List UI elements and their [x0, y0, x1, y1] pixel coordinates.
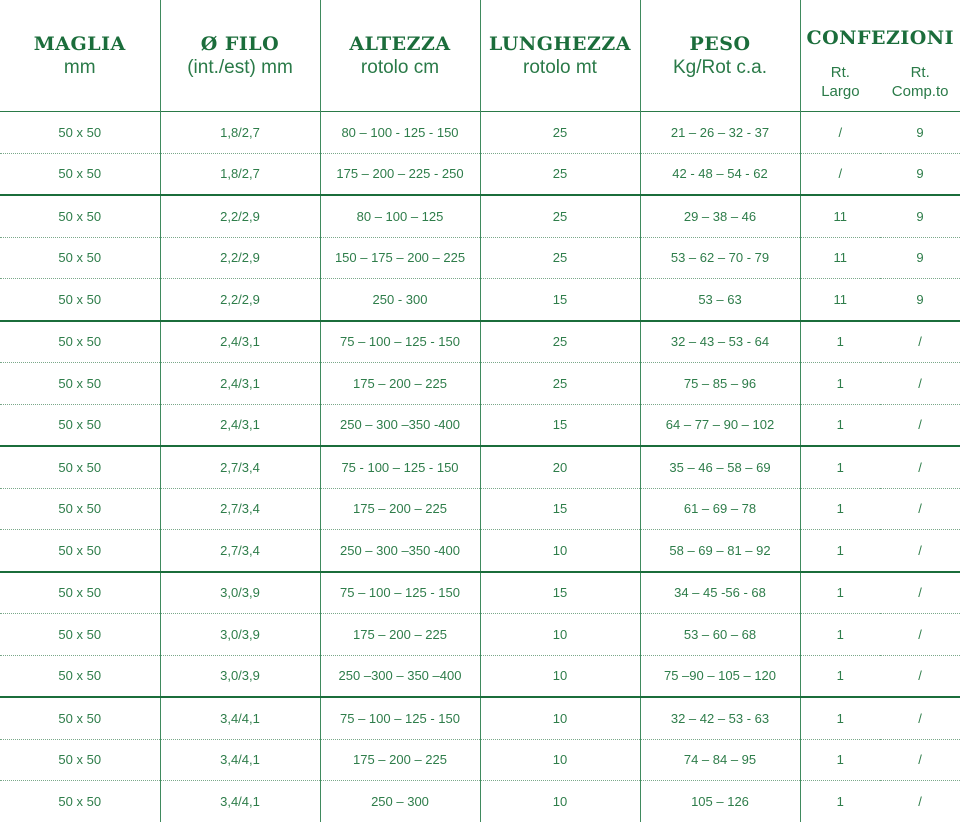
table-row	[0, 153, 960, 195]
cell-maglia: 50 x 50	[0, 781, 160, 822]
cell-peso: 21 – 26 – 32 - 37	[640, 112, 800, 154]
cell-filo: 1,8/2,7	[160, 153, 320, 195]
cell-lunghezza: 10	[480, 655, 640, 697]
cell-rt-compto: 9	[880, 279, 960, 321]
header-peso	[640, 0, 800, 112]
cell-maglia: 50 x 50	[0, 614, 160, 656]
cell-altezza: 175 – 200 – 225	[320, 488, 480, 530]
cell-lunghezza: 10	[480, 697, 640, 739]
cell-filo: 3,0/3,9	[160, 572, 320, 614]
cell-peso: 29 – 38 – 46	[640, 195, 800, 237]
cell-maglia: 50 x 50	[0, 446, 160, 488]
cell-rt-compto: /	[880, 572, 960, 614]
cell-filo: 2,7/3,4	[160, 446, 320, 488]
cell-rt-compto: /	[880, 321, 960, 363]
cell-rt-compto: 9	[880, 112, 960, 154]
cell-filo: 2,4/3,1	[160, 321, 320, 363]
cell-filo: 2,4/3,1	[160, 404, 320, 446]
cell-peso: 58 – 69 – 81 – 92	[640, 530, 800, 572]
cell-rt-compto: /	[880, 697, 960, 739]
table-row	[0, 195, 960, 237]
cell-rt-largo: 1	[800, 488, 880, 530]
cell-rt-largo: 1	[800, 655, 880, 697]
cell-rt-largo: 1	[800, 530, 880, 572]
cell-altezza: 250 – 300	[320, 781, 480, 822]
table-body	[0, 112, 960, 822]
header-rt-compto: Rt. Comp.to	[880, 63, 960, 101]
cell-rt-largo: 1	[800, 404, 880, 446]
cell-lunghezza: 25	[480, 195, 640, 237]
cell-peso: 75 – 85 – 96	[640, 363, 800, 405]
cell-filo: 1,8/2,7	[160, 112, 320, 154]
cell-rt-compto: /	[880, 655, 960, 697]
cell-altezza: 175 – 200 – 225	[320, 363, 480, 405]
cell-rt-largo: /	[800, 153, 880, 195]
cell-rt-compto: /	[880, 363, 960, 405]
cell-lunghezza: 15	[480, 572, 640, 614]
cell-rt-compto: /	[880, 404, 960, 446]
cell-rt-compto: /	[880, 488, 960, 530]
table-row	[0, 614, 960, 656]
cell-peso: 42 - 48 – 54 - 62	[640, 153, 800, 195]
cell-altezza: 75 – 100 – 125 - 150	[320, 321, 480, 363]
cell-maglia: 50 x 50	[0, 237, 160, 279]
cell-altezza: 250 – 300 –350 -400	[320, 530, 480, 572]
header-altezza-title: ALTEZZA	[321, 33, 480, 55]
cell-maglia: 50 x 50	[0, 404, 160, 446]
cell-lunghezza: 25	[480, 321, 640, 363]
cell-maglia: 50 x 50	[0, 279, 160, 321]
cell-lunghezza: 15	[480, 279, 640, 321]
cell-rt-compto: /	[880, 446, 960, 488]
cell-rt-largo: 11	[800, 237, 880, 279]
cell-rt-compto: /	[880, 530, 960, 572]
cell-lunghezza: 10	[480, 614, 640, 656]
header-confezioni-subs	[801, 63, 960, 101]
table-row	[0, 321, 960, 363]
cell-altezza: 250 - 300	[320, 279, 480, 321]
cell-peso: 74 – 84 – 95	[640, 739, 800, 781]
cell-filo: 2,7/3,4	[160, 530, 320, 572]
cell-lunghezza: 10	[480, 739, 640, 781]
table-row	[0, 404, 960, 446]
cell-altezza: 80 – 100 – 125	[320, 195, 480, 237]
table-row	[0, 363, 960, 405]
table-row	[0, 697, 960, 739]
cell-rt-compto: /	[880, 739, 960, 781]
cell-rt-compto: /	[880, 781, 960, 822]
cell-maglia: 50 x 50	[0, 153, 160, 195]
cell-maglia: 50 x 50	[0, 697, 160, 739]
table-row	[0, 279, 960, 321]
header-altezza-sub: rotolo cm	[321, 57, 480, 79]
cell-altezza: 75 – 100 – 125 - 150	[320, 697, 480, 739]
header-peso-sub: Kg/Rot c.a.	[641, 57, 800, 79]
cell-maglia: 50 x 50	[0, 572, 160, 614]
cell-rt-largo: 11	[800, 195, 880, 237]
header-filo-sub: (int./est) mm	[161, 57, 320, 79]
cell-rt-compto: 9	[880, 237, 960, 279]
header-confezioni	[800, 0, 960, 112]
cell-peso: 34 – 45 -56 - 68	[640, 572, 800, 614]
header-peso-title: PESO	[641, 33, 800, 55]
header-lunghezza-title: LUNGHEZZA	[481, 33, 640, 55]
cell-altezza: 75 - 100 – 125 - 150	[320, 446, 480, 488]
table-row	[0, 488, 960, 530]
table-row	[0, 781, 960, 822]
cell-rt-largo: 1	[800, 321, 880, 363]
cell-filo: 2,7/3,4	[160, 488, 320, 530]
table-row	[0, 237, 960, 279]
cell-peso: 32 – 42 – 53 - 63	[640, 697, 800, 739]
cell-filo: 2,2/2,9	[160, 237, 320, 279]
cell-maglia: 50 x 50	[0, 530, 160, 572]
cell-peso: 53 – 60 – 68	[640, 614, 800, 656]
cell-altezza: 150 – 175 – 200 – 225	[320, 237, 480, 279]
cell-filo: 3,0/3,9	[160, 655, 320, 697]
header-filo	[160, 0, 320, 112]
header-altezza	[320, 0, 480, 112]
cell-peso: 53 – 63	[640, 279, 800, 321]
cell-peso: 64 – 77 – 90 – 102	[640, 404, 800, 446]
cell-lunghezza: 15	[480, 404, 640, 446]
cell-filo: 3,4/4,1	[160, 739, 320, 781]
cell-altezza: 175 – 200 – 225	[320, 614, 480, 656]
cell-peso: 32 – 43 – 53 - 64	[640, 321, 800, 363]
cell-rt-compto: 9	[880, 153, 960, 195]
cell-filo: 2,2/2,9	[160, 279, 320, 321]
cell-altezza: 175 – 200 – 225 - 250	[320, 153, 480, 195]
cell-rt-largo: 1	[800, 781, 880, 822]
cell-peso: 35 – 46 – 58 – 69	[640, 446, 800, 488]
cell-lunghezza: 20	[480, 446, 640, 488]
table-row	[0, 572, 960, 614]
table-row	[0, 530, 960, 572]
cell-rt-largo: 1	[800, 614, 880, 656]
cell-lunghezza: 10	[480, 530, 640, 572]
cell-altezza: 250 – 300 –350 -400	[320, 404, 480, 446]
cell-filo: 2,4/3,1	[160, 363, 320, 405]
header-lunghezza	[480, 0, 640, 112]
cell-rt-largo: 1	[800, 572, 880, 614]
cell-filo: 3,4/4,1	[160, 697, 320, 739]
table-header	[0, 0, 960, 112]
cell-lunghezza: 25	[480, 237, 640, 279]
header-maglia	[0, 0, 160, 112]
cell-filo: 3,0/3,9	[160, 614, 320, 656]
header-maglia-title: MAGLIA	[0, 33, 160, 55]
cell-rt-largo: /	[800, 112, 880, 154]
cell-peso: 61 – 69 – 78	[640, 488, 800, 530]
cell-rt-largo: 1	[800, 363, 880, 405]
table-row	[0, 739, 960, 781]
cell-rt-largo: 11	[800, 279, 880, 321]
cell-rt-largo: 1	[800, 446, 880, 488]
table-row	[0, 112, 960, 154]
cell-filo: 3,4/4,1	[160, 781, 320, 822]
cell-filo: 2,2/2,9	[160, 195, 320, 237]
cell-altezza: 250 –300 – 350 –400	[320, 655, 480, 697]
cell-rt-largo: 1	[800, 697, 880, 739]
cell-maglia: 50 x 50	[0, 363, 160, 405]
cell-rt-largo: 1	[800, 739, 880, 781]
header-rt-largo: Rt. Largo	[801, 63, 881, 101]
table-row	[0, 446, 960, 488]
cell-maglia: 50 x 50	[0, 195, 160, 237]
cell-altezza: 175 – 200 – 225	[320, 739, 480, 781]
cell-maglia: 50 x 50	[0, 112, 160, 154]
header-confezioni-title: CONFEZIONI	[801, 27, 960, 49]
header-filo-title: Ø FILO	[161, 33, 320, 55]
cell-lunghezza: 25	[480, 112, 640, 154]
cell-peso: 75 –90 – 105 – 120	[640, 655, 800, 697]
cell-peso: 53 – 62 – 70 - 79	[640, 237, 800, 279]
cell-lunghezza: 15	[480, 488, 640, 530]
cell-maglia: 50 x 50	[0, 655, 160, 697]
header-maglia-sub: mm	[0, 57, 160, 79]
cell-lunghezza: 25	[480, 153, 640, 195]
cell-altezza: 75 – 100 – 125 - 150	[320, 572, 480, 614]
cell-lunghezza: 25	[480, 363, 640, 405]
cell-lunghezza: 10	[480, 781, 640, 822]
cell-rt-compto: 9	[880, 195, 960, 237]
cell-peso: 105 – 126	[640, 781, 800, 822]
cell-rt-compto: /	[880, 614, 960, 656]
cell-maglia: 50 x 50	[0, 321, 160, 363]
cell-maglia: 50 x 50	[0, 739, 160, 781]
header-lunghezza-sub: rotolo mt	[481, 57, 640, 79]
cell-altezza: 80 – 100 - 125 - 150	[320, 112, 480, 154]
cell-maglia: 50 x 50	[0, 488, 160, 530]
table-row	[0, 655, 960, 697]
